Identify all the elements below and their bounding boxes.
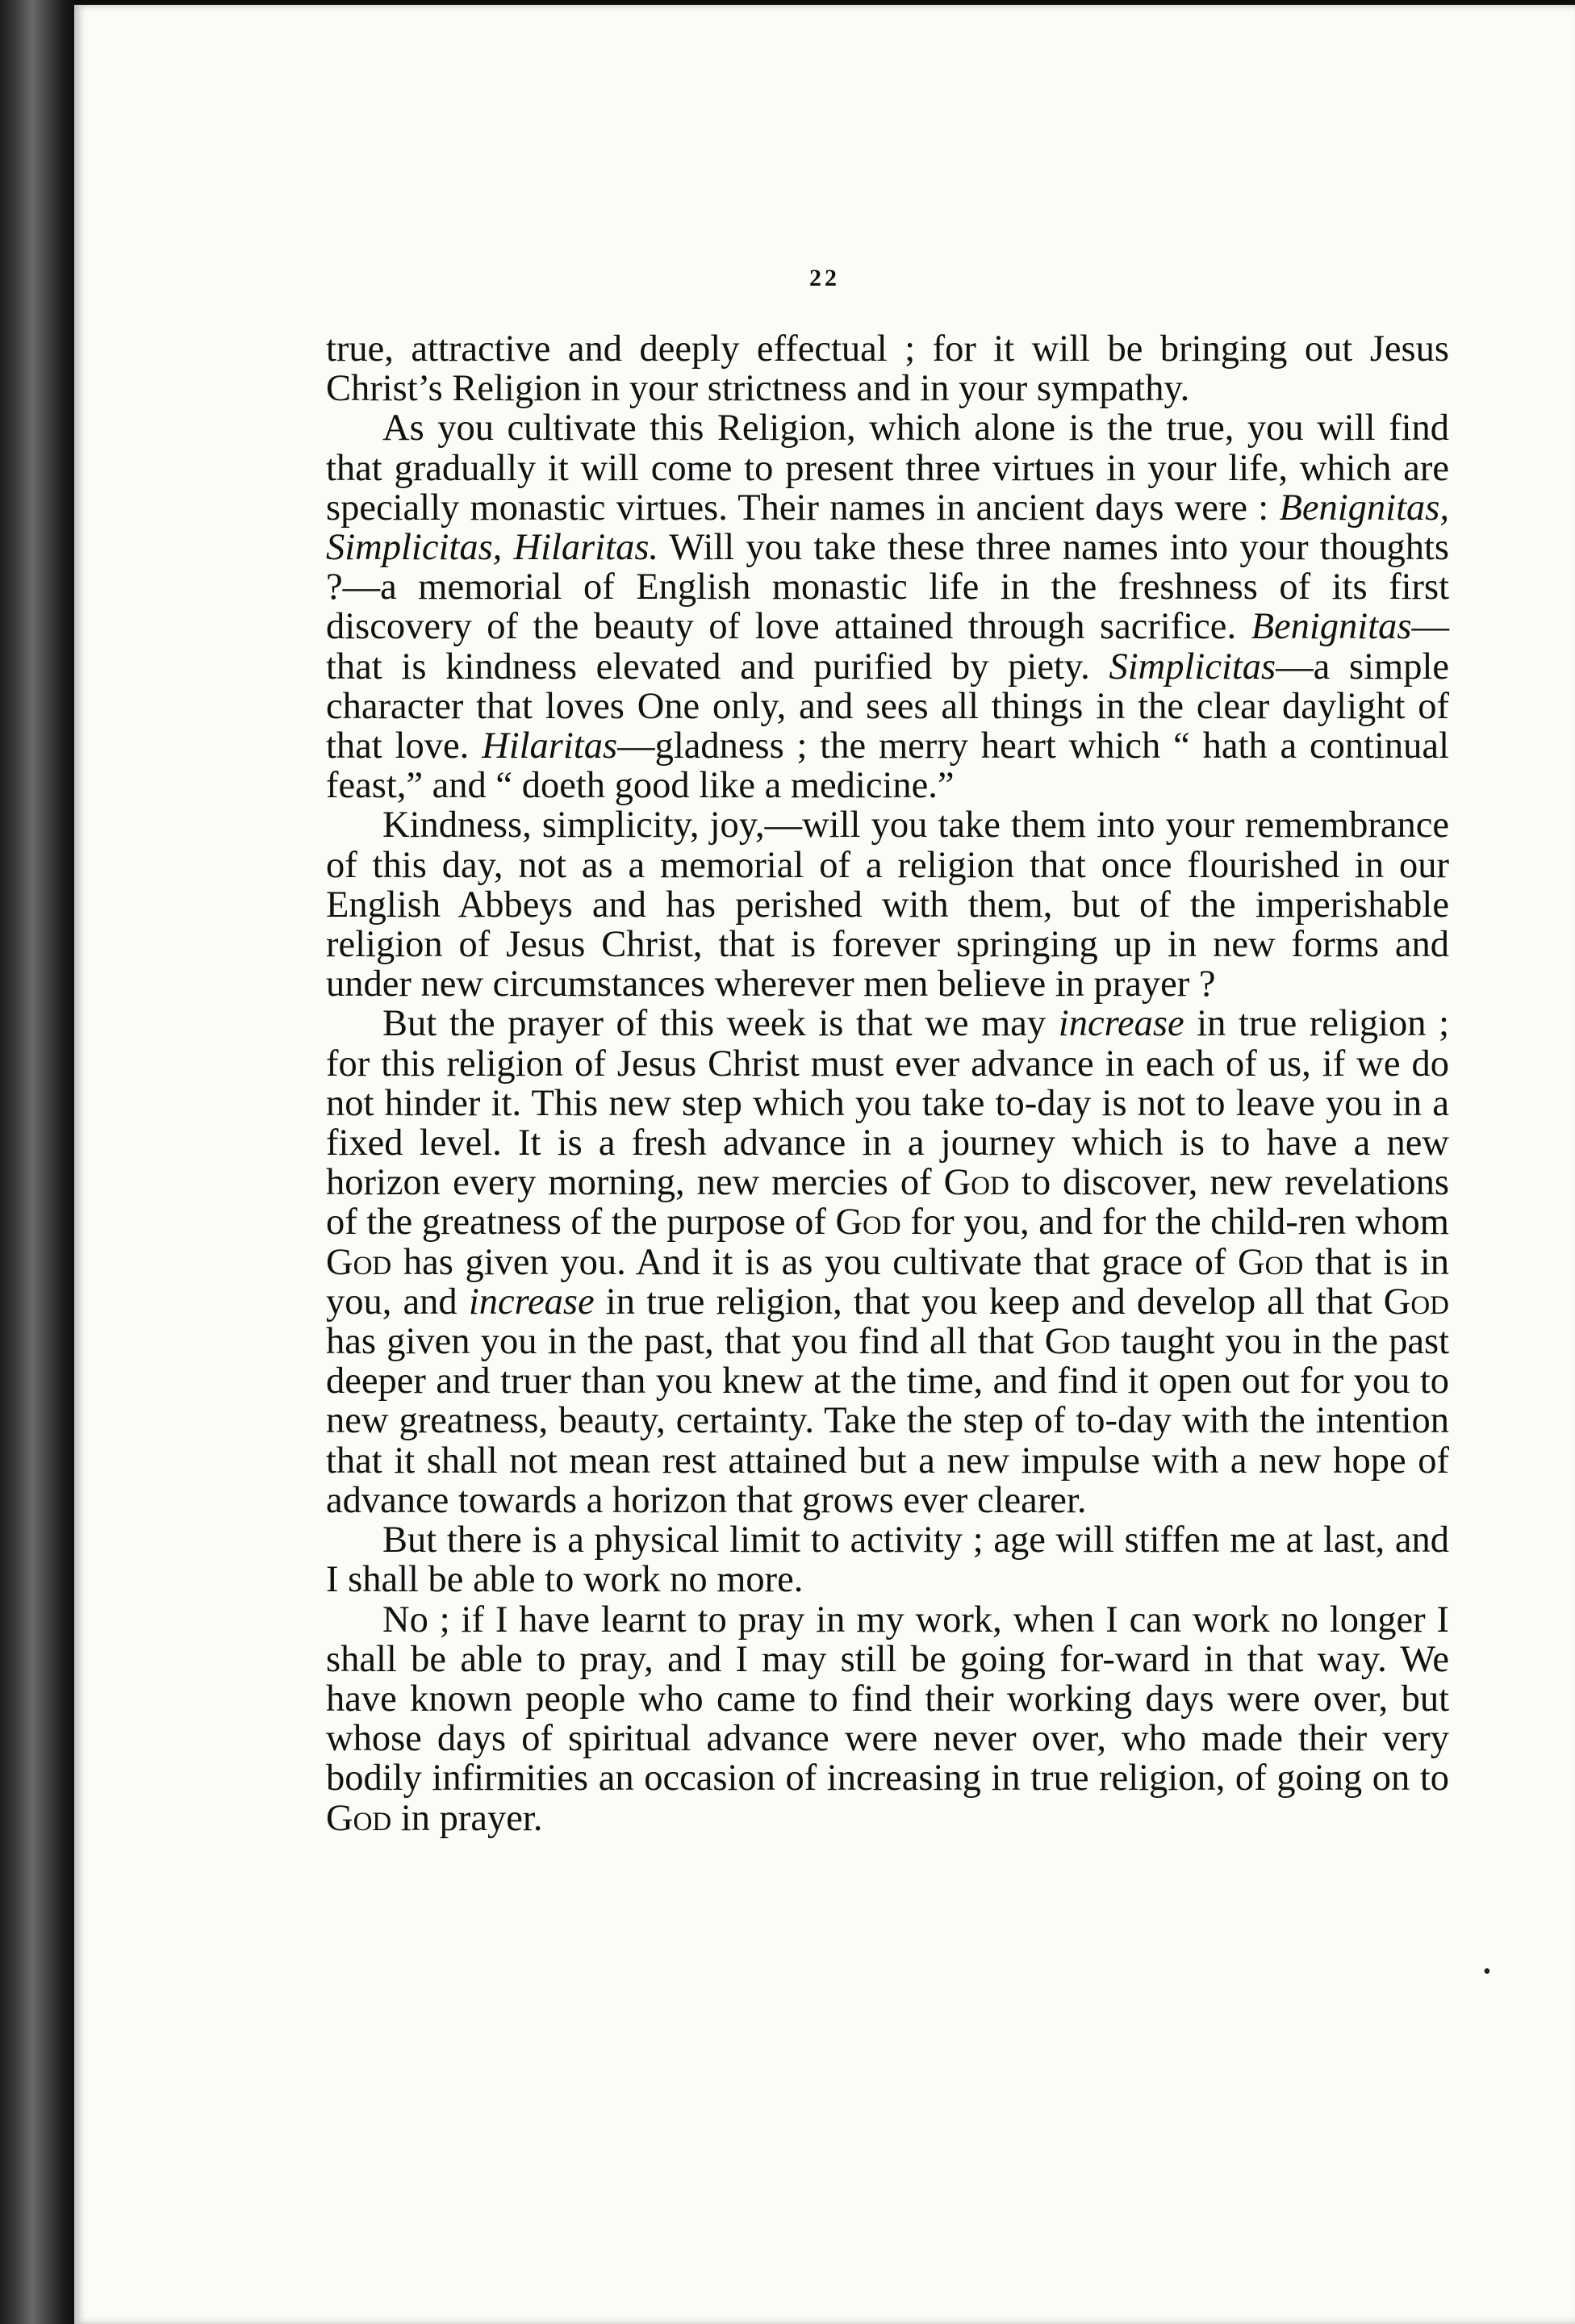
page-number: 22 <box>809 265 840 291</box>
paragraph <box>326 805 1449 1004</box>
scan-binding-edge <box>0 0 74 2324</box>
paragraph <box>326 1004 1449 1520</box>
italic-phrase: increase <box>468 1281 595 1323</box>
text-run: has given you. And it is as you cultivate that grace of <box>391 1241 1238 1283</box>
small-caps-word: God <box>943 1162 1009 1204</box>
text-run: in prayer. <box>391 1797 543 1839</box>
text-run: —gladness ; the merry heart which “ hath a continual feast,” and “ doeth good like a medicine.” <box>326 725 1449 807</box>
text-run: —a simple character that loves One only, and sees all things in the clear daylight of that love. <box>326 646 1449 767</box>
text-run: —that is kindness elevated and purified by piety. <box>326 606 1449 688</box>
small-caps-word: God <box>835 1202 901 1244</box>
text-run: has given you in the past, that you find all that <box>326 1321 1045 1363</box>
text-run: Will you take these three names into your thoughts ?—a memorial of English monastic life in the freshness of its first discovery of the beauty of love attained through sacrifice. <box>326 527 1449 648</box>
paragraph <box>326 1520 1449 1599</box>
small-caps-word: God <box>1044 1321 1110 1363</box>
paragraph <box>326 329 1449 408</box>
text-run: that is in you, and <box>326 1241 1449 1323</box>
text-run: in true religion, that you keep and develop all that <box>594 1281 1384 1323</box>
margin-dot: • <box>1483 1959 1491 1984</box>
paragraph <box>326 1600 1449 1838</box>
italic-phrase: Hilaritas <box>482 725 618 767</box>
small-caps-word: God <box>1237 1241 1304 1283</box>
italic-phrase: Benignitas <box>1251 606 1412 648</box>
text-run: As you cultivate this Religion, which alone is the true, you will find that gradually it will come to present three virtues in your life, which are specially monastic virtues. Their names in ancient days were : <box>326 408 1449 529</box>
text-run: to discover, new revelations of the greatness of the purpose of <box>326 1162 1450 1244</box>
text-run: taught you in the past deeper and truer than you knew at the time, and find it open out for you to new greatness, beauty, certainty. Take the step of to-day with the intention that it shall not mean rest attained but a new impulse with a new hope of advance towards a horizon that grows ever clearer. <box>326 1321 1449 1521</box>
italic-phrase: Simplicitas <box>1109 646 1276 688</box>
text-run: Kindness, simplicity, joy,—will you take them into your remembrance of this day, not as a memorial of a religion that once flourished in our English Abbeys and has perished with them, but of the imperishable religion of Jesus Christ, that is forever springing up in new forms and under new circumstances wherever men believe in prayer ? <box>326 805 1449 1005</box>
italic-phrase: increase <box>1058 1003 1184 1045</box>
small-caps-word: God <box>1383 1281 1450 1323</box>
body-text <box>326 329 1449 1838</box>
text-run: But the prayer of this week is that we may <box>382 1003 1059 1045</box>
text-run: in true religion ; for this religion of Jesus Christ must ever advance in each of us, if we do not hinder it. This new step which you take to-day is not to leave you in a fixed level. It is a fresh advance in a journey which is to have a new horizon every morning, new mercies of <box>326 1003 1449 1204</box>
paragraph <box>326 408 1449 805</box>
text-run: But there is a physical limit to activity ; age will stiffen me at last, and I shall be able to work no more. <box>326 1519 1449 1601</box>
text-run: No ; if I have learnt to pray in my work, when I can work no longer I shall be able to pray, and I may still be going for-ward in that way. We have known people who came to find their working days were over, but whose days of spiritual advance were never over, who made their very bodily infirmities an occasion of increasing in true religion, of going on to <box>326 1599 1449 1799</box>
italic-phrase: Benignitas, Simplicitas, Hilaritas. <box>326 487 1449 569</box>
small-caps-word: God <box>326 1241 392 1283</box>
text-run: true, attractive and deeply effectual ; for it will be bringing out Jesus Christ’s Religion in your strictness and in your sympathy. <box>326 328 1449 410</box>
small-caps-word: God <box>326 1797 392 1839</box>
text-run: for you, and for the child-ren whom <box>900 1202 1449 1244</box>
book-page <box>74 5 1575 2324</box>
